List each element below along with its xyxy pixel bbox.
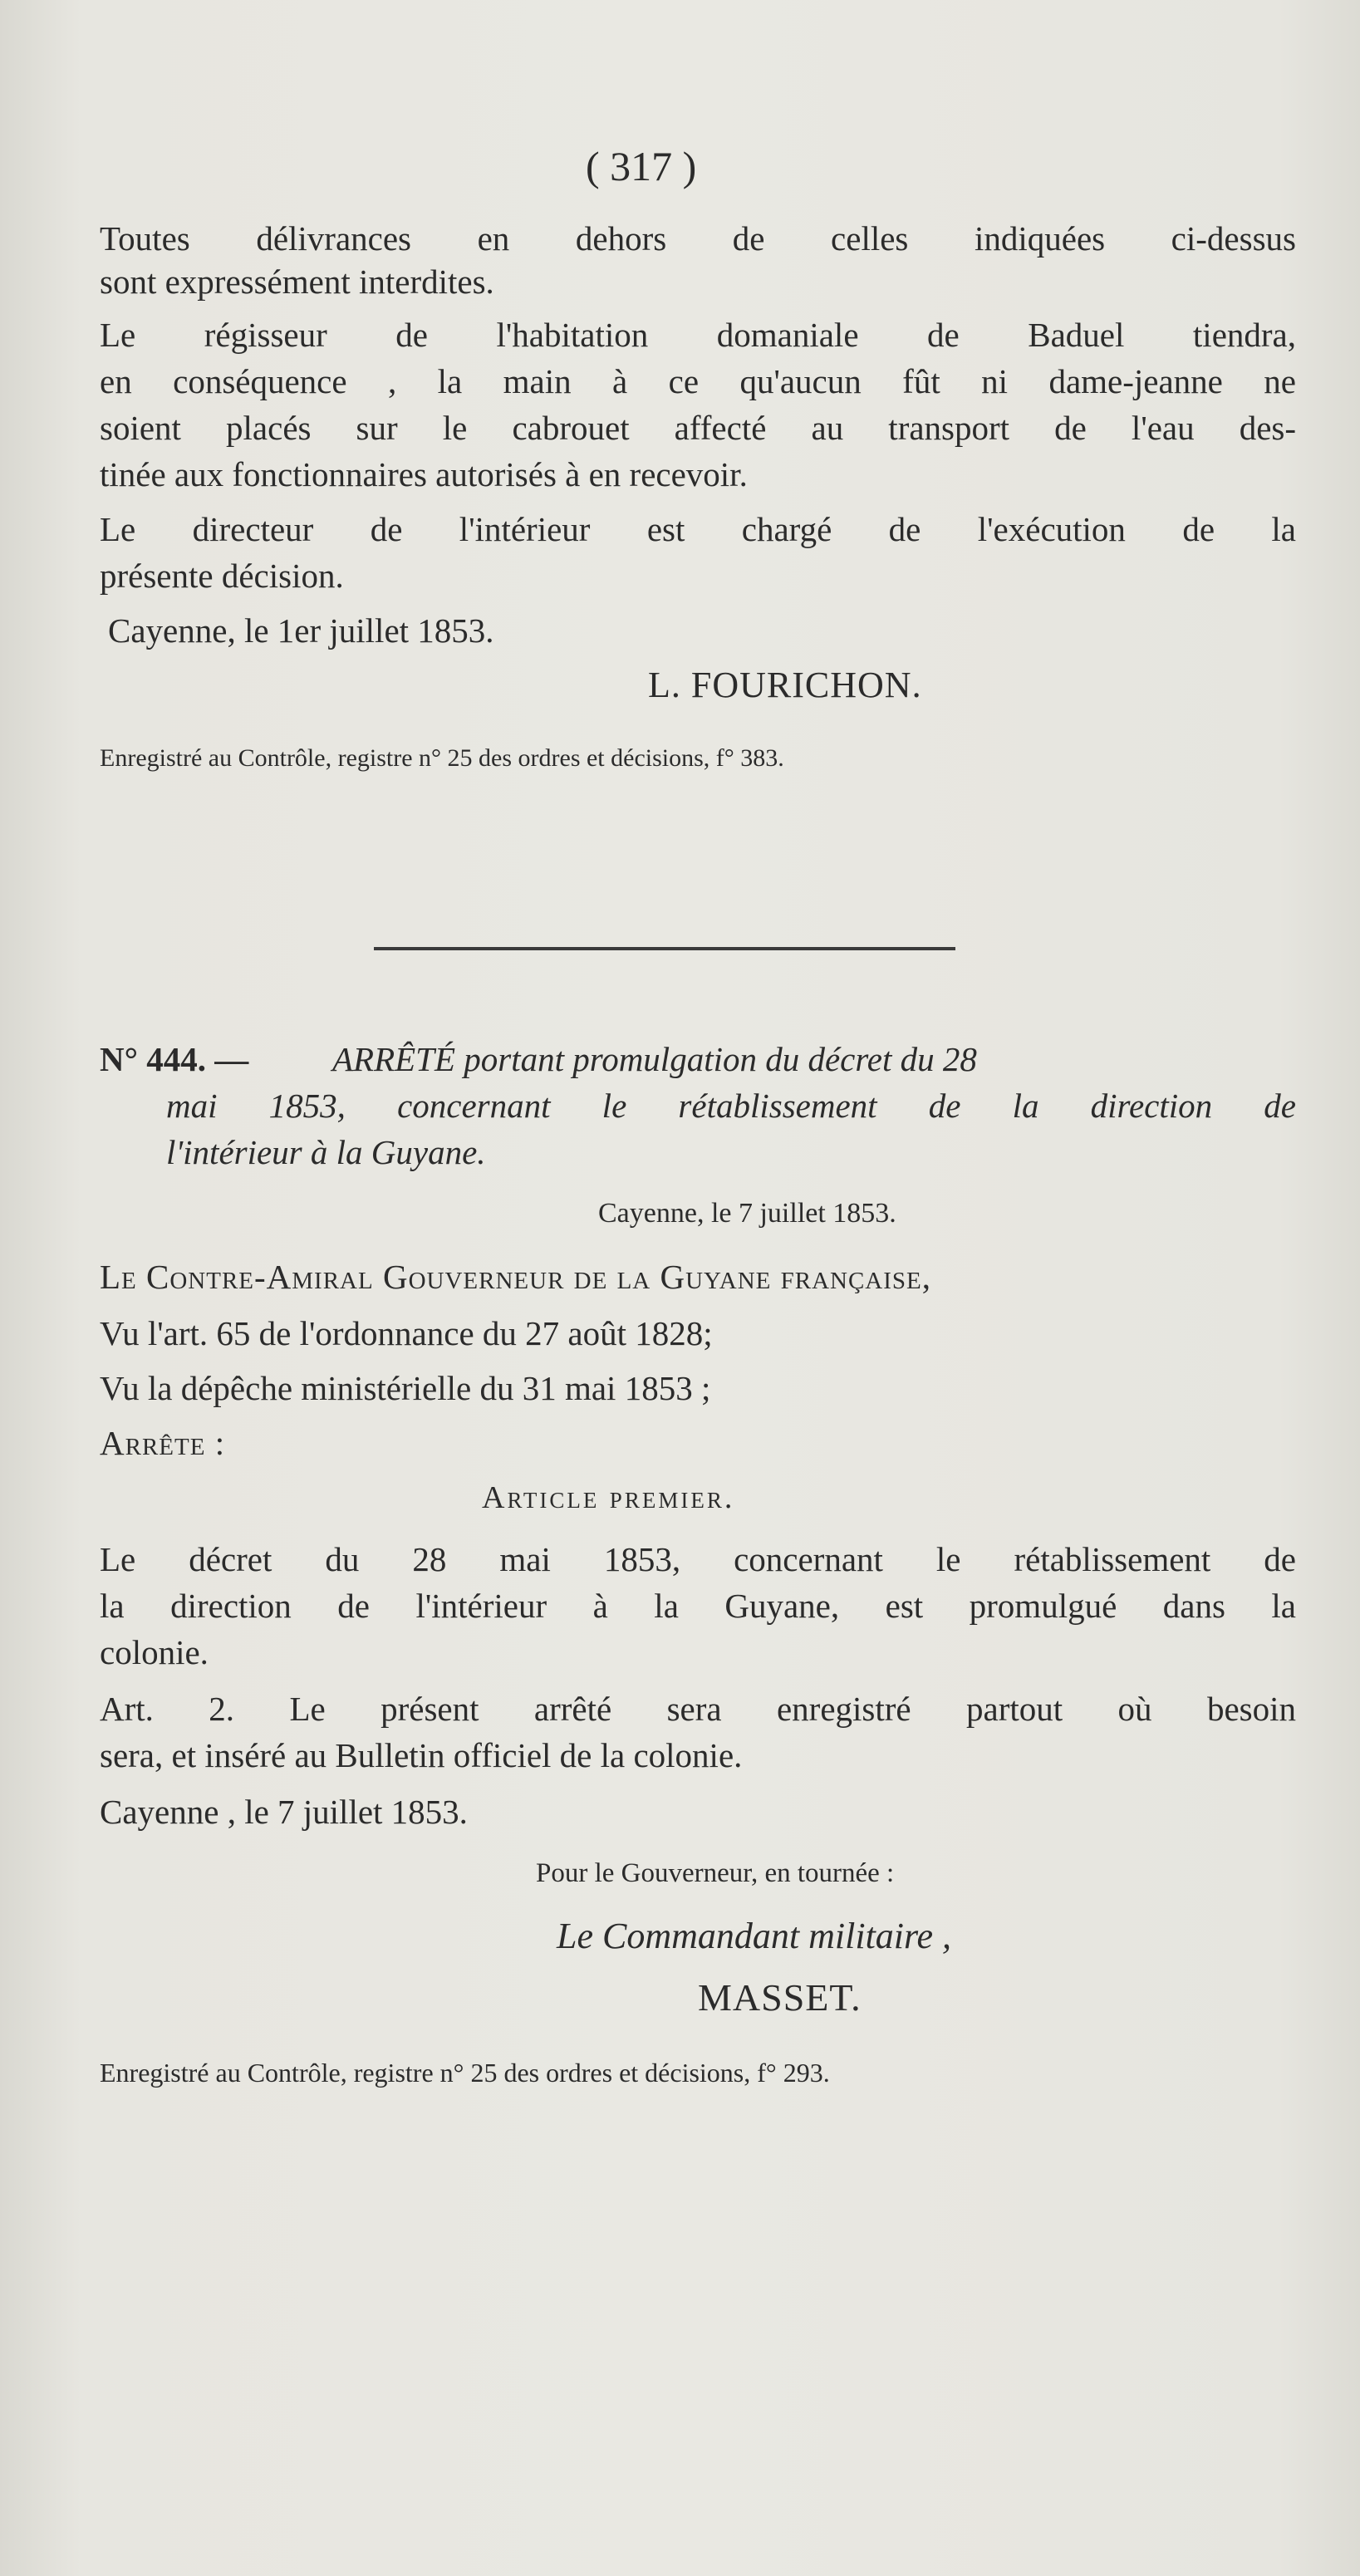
place-date: Cayenne, le 1er juillet 1853. — [108, 611, 494, 650]
dateline: Cayenne, le 7 juillet 1853. — [598, 1198, 896, 1229]
text-line: colonie. — [100, 1633, 209, 1671]
arrete-title: l'intérieur à la Guyane. — [166, 1133, 486, 1171]
arrete-title: ARRÊTÉ portant promulgation du décret du 28 — [332, 1040, 977, 1078]
text-line: sont expressément interdites. — [100, 263, 494, 301]
article-heading: Article premier. — [482, 1480, 735, 1515]
text-line: Toutes délivrances en dehors de celles indiquées ci-dessus — [100, 219, 1296, 258]
text-line: sera, et inséré au Bulletin officiel de la colonie. — [100, 1736, 743, 1774]
signatory-title: Le Commandant militaire , — [557, 1916, 952, 1956]
place-date: Cayenne , le 7 juillet 1853. — [100, 1793, 468, 1831]
whereas-clause: Vu la dépêche ministérielle du 31 mai 1853 ; — [100, 1369, 711, 1407]
whereas-clause: Vu l'art. 65 de l'ordonnance du 27 août 1828; — [100, 1314, 713, 1352]
arrete-label: Arrête : — [100, 1424, 226, 1462]
text-line: Art. 2. Le présent arrêté sera enregistré partout où besoin — [100, 1690, 1296, 1728]
registration-note: Enregistré au Contrôle, registre n° 25 des ordres et décisions, f° 383. — [100, 744, 784, 772]
section-divider — [374, 947, 955, 950]
text-line: présente décision. — [100, 557, 344, 595]
text-line: Le directeur de l'intérieur est chargé de l'exécution de la — [100, 510, 1296, 548]
issuing-authority: Le Contre-Amiral Gouverneur de la Guyane française, — [100, 1258, 931, 1296]
arrete-title: mai 1853, concernant le rétablissement de la direction de — [166, 1087, 1296, 1125]
for-governor-line: Pour le Gouverneur, en tournée : — [536, 1858, 895, 1888]
text-line: Le décret du 28 mai 1853, concernant le rétablissement de — [100, 1540, 1296, 1578]
text-line: tinée aux fonctionnaires autorisés à en recevoir. — [100, 455, 748, 493]
text-line: Le régisseur de l'habitation domaniale de Baduel tiendra, — [100, 316, 1296, 354]
page-number: ( 317 ) — [586, 143, 697, 189]
registration-note: Enregistré au Contrôle, registre n° 25 des ordres et décisions, f° 293. — [100, 2058, 830, 2088]
text-line: en conséquence , la main à ce qu'aucun fût ni dame-jeanne ne — [100, 362, 1296, 400]
signature: MASSET. — [698, 1976, 862, 2019]
arrete-number: N° 444. — — [100, 1040, 249, 1078]
text-line: soient placés sur le cabrouet affecté au transport de l'eau des- — [100, 409, 1296, 447]
signature: L. FOURICHON. — [648, 665, 922, 705]
text-line: la direction de l'intérieur à la Guyane, est promulgué dans la — [100, 1587, 1296, 1625]
